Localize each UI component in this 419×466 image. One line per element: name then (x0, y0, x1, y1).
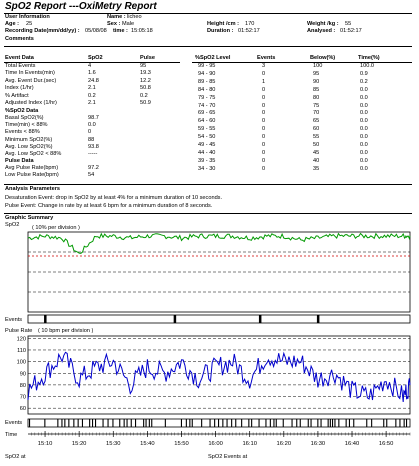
age-value: 25 (26, 21, 33, 27)
pulse-event-mark (273, 419, 274, 427)
pulse-event-mark (395, 419, 396, 427)
level-row-range: 79 - 75 (198, 94, 216, 101)
level-row-events: 0 (262, 126, 266, 133)
pulse-event-mark (371, 419, 372, 427)
event-row-spo2: 1.6 (88, 70, 96, 77)
pulse-event-mark (251, 419, 252, 427)
duration-label: Duration : (207, 28, 234, 34)
age-label: Age : (5, 21, 19, 27)
height-value: 170 (245, 21, 255, 27)
level-row-below: 40 (313, 157, 320, 164)
level-row-range: 39 - 35 (198, 157, 216, 164)
level-row-events: 0 (262, 102, 266, 109)
level-row-below: 100 (313, 63, 323, 69)
pulse-event-mark (222, 419, 223, 427)
level-row-time: 100.0 (360, 63, 374, 69)
pulse-event-mark (151, 419, 152, 427)
pulse-event-mark (135, 419, 136, 427)
pulse-event-mark (311, 419, 312, 427)
weight-value: 55 (345, 21, 352, 27)
time-tick-label: 15:50 (174, 441, 189, 447)
pulse-event-mark (68, 419, 69, 427)
event-row-spo2: 4 (88, 63, 92, 69)
recording-date-value: 05/08/08 (85, 28, 107, 34)
pulse-event-mark (192, 419, 193, 427)
time-tick-label: 15:30 (106, 441, 121, 447)
pulse-event-mark (78, 419, 79, 427)
footer-spo2-events-at: SpO2 Events at (208, 454, 248, 460)
spo2-events-strip (28, 315, 410, 323)
weight-label: Weight /kg : (307, 21, 339, 27)
event-row-pulse: 12.2 (140, 77, 151, 84)
pulse-event-mark (95, 419, 96, 427)
spo2-level-header: %SpO2 Level (195, 55, 231, 61)
pulse-event-mark (149, 419, 150, 427)
event-row-pulse: 95 (140, 63, 147, 69)
event-row-pulse: 19.3 (140, 70, 151, 77)
pulse-event-mark (292, 419, 293, 427)
pulse-event-mark (328, 419, 329, 427)
pulse-col-header: Pulse (140, 55, 155, 61)
pulse-event-mark (349, 419, 350, 427)
duration-value: 01:52:17 (238, 28, 260, 34)
level-row-range: 99 - 95 (198, 63, 216, 69)
level-row-events: 0 (262, 165, 266, 172)
level-row-time: 0.0 (360, 94, 368, 101)
analysed-label: Analysed : (307, 28, 336, 34)
below-col-header: Below(%) (310, 55, 336, 61)
level-row-time: 0.0 (360, 165, 368, 172)
event-row-pulse: 0.2 (140, 92, 148, 99)
pulse-series-line (28, 352, 410, 402)
pulse-event-mark (29, 419, 30, 427)
spo2-data-label: Time(min) < 88% (5, 122, 48, 129)
level-row-below: 55 (313, 134, 320, 141)
level-row-range: 69 - 65 (198, 110, 216, 117)
level-row-events: 0 (262, 94, 266, 101)
pulse-event-mark (338, 419, 339, 427)
pulse-event-mark (270, 419, 271, 427)
footer-spo2-at: SpO2 at (5, 454, 26, 460)
spo2-data-value: 0 (88, 129, 92, 136)
events-col-header: Events (257, 55, 276, 61)
spo2-data-value: 98.7 (88, 115, 99, 121)
pulse-event-mark (330, 419, 331, 427)
time-pct-col-header: Time(%) (358, 55, 380, 61)
level-row-time: 0.0 (360, 126, 368, 133)
level-row-range: 94 - 90 (198, 70, 216, 77)
level-row-range: 49 - 45 (198, 142, 216, 148)
pulse-event-mark (227, 419, 228, 427)
spo2-data-label: Minimum SpO2(%) (5, 136, 53, 143)
pulse-event-mark (146, 419, 147, 427)
pulse-event-mark (399, 419, 400, 427)
spo2-data-value: 88 (88, 136, 95, 143)
level-row-events: 1 (262, 78, 266, 85)
recording-date-label: Recording Date(mm/dd/yy) : (5, 28, 80, 34)
pulse-event-mark (332, 419, 333, 427)
event-row-spo2: 2.1 (88, 100, 96, 106)
pulse-data-value: 97.2 (88, 165, 99, 171)
time-tick-label: 16:30 (310, 441, 326, 447)
user-info-heading: User Information (5, 14, 50, 20)
pulse-event-mark (181, 419, 182, 427)
pulse-event-mark (231, 419, 232, 427)
pulse-data-label: Low Pulse Rate(bpm) (5, 172, 59, 179)
pulse-event-mark (404, 419, 405, 427)
analysis-desat-rule: Desaturation Event: drop in SpO2 by at least 4% for a minimum duration of 10 seconds. (5, 195, 223, 201)
spo2-data-label: Events < 88% (5, 129, 40, 136)
level-row-events: 0 (262, 149, 266, 156)
pulse-data-label: Avg Pulse Rate(bpm) (5, 165, 59, 171)
level-row-below: 90 (313, 78, 320, 85)
level-row-below: 35 (313, 165, 320, 172)
pulse-y-tick: 100 (16, 359, 26, 366)
pulse-y-tick: 120 (16, 336, 26, 343)
level-row-below: 50 (313, 142, 320, 148)
level-row-time: 0.0 (360, 110, 368, 117)
pulse-chart-label: Pulse Rate (5, 328, 33, 334)
pulse-event-mark (308, 419, 309, 427)
spo2-event-mark (259, 315, 262, 323)
pulse-division-note: ( 10 bpm per division ) (38, 328, 94, 334)
name-label: Name : (107, 14, 126, 20)
level-row-time: 0.0 (360, 86, 368, 93)
spo2-data-value: 93.8 (88, 143, 99, 150)
time-value: 15:05:18 (131, 28, 153, 34)
height-label: Height /cm : (207, 21, 240, 27)
pulse-data-heading: Pulse Data (5, 158, 34, 164)
spo2-data-value: 0.0 (88, 122, 96, 129)
event-row-label: % Artifact (5, 92, 29, 99)
time-axis-label: Time (5, 432, 18, 438)
pulse-events-label: Events (5, 420, 23, 426)
level-row-range: 64 - 60 (198, 118, 216, 125)
pulse-event-mark (300, 419, 301, 427)
pulse-event-mark (241, 419, 242, 427)
pulse-event-mark (119, 419, 120, 427)
report-title: SpO2 Report ---OxiMetry Report (5, 1, 157, 12)
pulse-event-mark (366, 419, 367, 427)
level-row-range: 54 - 50 (198, 134, 216, 141)
level-row-range: 84 - 80 (198, 86, 216, 93)
pulse-event-mark (386, 419, 387, 427)
pulse-event-mark (214, 419, 215, 427)
comments-heading: Comments (5, 36, 34, 42)
level-row-time: 0.0 (360, 102, 368, 109)
time-label: time : (113, 28, 128, 34)
pulse-event-mark (283, 419, 284, 427)
event-row-label: Index (1/hr) (5, 85, 34, 92)
event-row-label: Adjusted Index (1/hr) (5, 100, 57, 106)
level-row-time: 0.0 (360, 142, 368, 148)
spo2-events-label: Events (5, 317, 23, 323)
event-row-spo2: 0.2 (88, 92, 96, 99)
level-row-range: 89 - 85 (198, 78, 216, 85)
level-row-events: 0 (262, 134, 266, 141)
pulse-event-mark (143, 419, 144, 427)
pulse-event-mark (73, 419, 74, 427)
pulse-event-mark (131, 419, 132, 427)
level-row-events: 0 (262, 110, 266, 117)
pulse-event-mark (64, 419, 65, 427)
pulse-event-mark (334, 419, 335, 427)
analysis-heading: Analysis Parameters (5, 186, 61, 192)
time-tick-label: 15:40 (140, 441, 155, 447)
time-tick-label: 15:20 (71, 441, 87, 447)
level-row-events: 0 (262, 142, 266, 148)
level-row-below: 80 (313, 94, 320, 101)
pulse-y-tick: 60 (19, 406, 26, 413)
pulse-event-mark (296, 419, 297, 427)
pulse-event-mark (235, 419, 236, 427)
name-value: licheo (127, 14, 142, 20)
spo2-data-value: ----- (88, 151, 98, 157)
spo2-data-label: Avg. Low SpO2(%) (5, 143, 53, 150)
level-row-range: 59 - 55 (198, 126, 216, 133)
spo2-division-note: ( 10% per division ) (32, 225, 80, 231)
level-row-time: 0.0 (360, 134, 368, 141)
pulse-event-mark (103, 419, 104, 427)
event-row-pulse: 50.9 (140, 100, 151, 106)
event-row-spo2: 24.8 (88, 77, 99, 84)
pulse-event-mark (317, 419, 318, 427)
level-row-below: 70 (313, 110, 320, 117)
event-row-label: Avg. Event Dur.(sec) (5, 77, 57, 84)
time-tick-label: 16:40 (344, 441, 360, 447)
pulse-y-tick: 110 (17, 347, 26, 354)
event-row-spo2: 2.1 (88, 85, 96, 92)
level-row-events: 3 (262, 63, 266, 69)
spo2-data-heading: %SpO2 Data (5, 108, 39, 114)
level-row-events: 0 (262, 118, 266, 125)
spo2-chart-label: SpO2 (5, 222, 20, 228)
level-row-range: 34 - 30 (198, 165, 216, 172)
pulse-event-mark (276, 419, 277, 427)
spo2-event-mark (44, 315, 47, 323)
event-data-header: Event Data (5, 55, 34, 61)
analysis-pulse-rule: Pulse Event: Change in rate by at least 6 bpm for a minimum duration of 8 seconds. (5, 203, 213, 209)
pulse-event-mark (44, 419, 45, 427)
pulse-event-mark (89, 419, 90, 427)
pulse-event-mark (57, 419, 58, 427)
pulse-event-mark (189, 419, 190, 427)
level-row-below: 75 (313, 102, 320, 109)
pulse-event-mark (218, 419, 219, 427)
time-tick-label: 16:10 (242, 441, 257, 447)
analysed-value: 01:52:17 (340, 28, 362, 34)
pulse-event-mark (353, 419, 354, 427)
time-tick-label: 16:20 (276, 441, 292, 447)
sex-value: Male (122, 21, 135, 27)
pulse-event-mark (265, 419, 266, 427)
level-row-events: 0 (262, 157, 266, 164)
event-row-label: Total Events (5, 63, 36, 69)
level-row-events: 0 (262, 70, 266, 77)
level-row-events: 0 (262, 86, 266, 93)
level-row-range: 44 - 40 (198, 149, 216, 156)
level-row-below: 65 (313, 118, 320, 125)
level-row-time: 0.0 (360, 149, 368, 156)
level-row-time: 0.2 (360, 78, 368, 85)
pulse-event-mark (112, 419, 113, 427)
spo2-event-mark (174, 315, 177, 323)
pulse-event-mark (108, 419, 109, 427)
pulse-event-mark (201, 419, 202, 427)
time-tick-label: 16:00 (208, 441, 223, 447)
spo2-col-header: SpO2 (88, 55, 103, 61)
spo2-series-line (28, 234, 410, 254)
level-row-below: 45 (313, 149, 320, 156)
pulse-event-mark (259, 419, 260, 427)
pulse-event-mark (186, 419, 187, 427)
pulse-y-tick: 70 (19, 394, 26, 401)
pulse-event-mark (248, 419, 249, 427)
pulse-event-mark (406, 419, 407, 427)
pulse-event-mark (124, 419, 125, 427)
level-row-below: 85 (313, 86, 320, 93)
pulse-y-tick: 90 (19, 371, 26, 378)
pulse-y-tick: 80 (19, 382, 26, 389)
pulse-data-value: 54 (88, 172, 95, 179)
pulse-event-mark (165, 419, 166, 427)
time-tick-label: 15:10 (37, 441, 53, 447)
pulse-event-mark (383, 419, 384, 427)
pulse-event-mark (127, 419, 128, 427)
level-row-time: 0.0 (360, 157, 368, 164)
level-row-range: 74 - 70 (198, 102, 216, 109)
level-row-below: 60 (313, 126, 320, 133)
graphic-summary-heading: Graphic Summary (5, 215, 54, 221)
level-row-time: 0.0 (360, 118, 368, 125)
pulse-event-mark (61, 419, 62, 427)
pulse-event-mark (82, 419, 83, 427)
pulse-event-mark (346, 419, 347, 427)
pulse-event-mark (321, 419, 322, 427)
spo2-data-label: Basal SpO2(%) (5, 115, 44, 121)
spo2-event-mark (317, 315, 320, 323)
pulse-event-mark (210, 419, 211, 427)
event-row-label: Time In Events(min) (5, 70, 55, 77)
time-tick-label: 16:50 (378, 441, 394, 447)
spo2-data-label: Avg. Low SpO2 < 88% (5, 151, 62, 157)
level-row-time: 0.9 (360, 70, 368, 77)
level-row-below: 95 (313, 70, 320, 77)
pulse-event-mark (92, 419, 93, 427)
event-row-pulse: 50.8 (140, 85, 151, 92)
sex-label: Sex : (107, 21, 121, 27)
